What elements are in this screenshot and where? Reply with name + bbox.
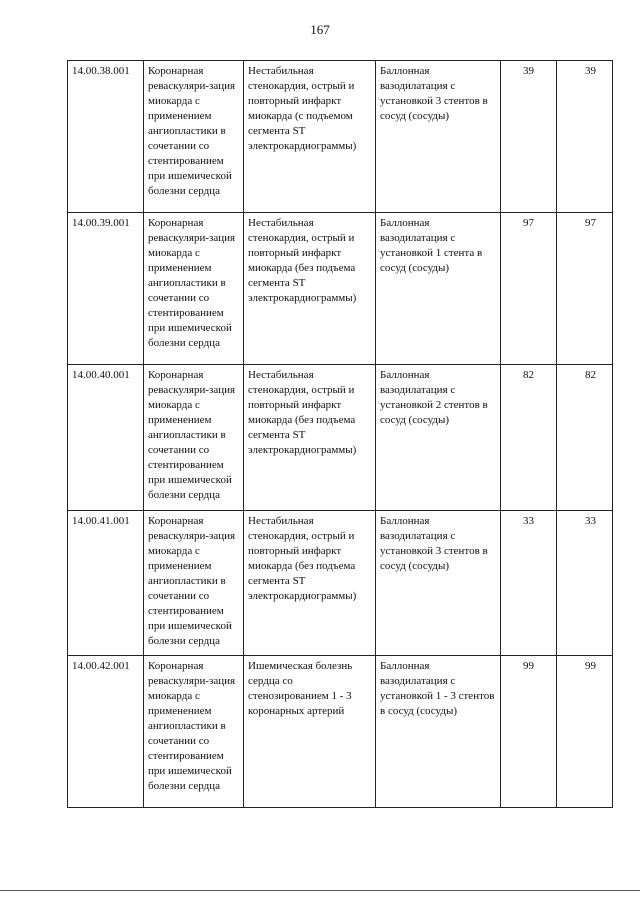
procedure-code: 14.00.39.001: [68, 213, 144, 365]
value-cell-1: 99: [501, 656, 557, 808]
treatment-method: Коронарная реваскуляри-зация миокарда с применением ангиопластики в сочетании со стентированием при ишемической болезни сердца: [144, 61, 244, 213]
treatment-method: Коронарная реваскуляри-зация миокарда с применением ангиопластики в сочетании со стентированием при ишемической болезни сердца: [144, 511, 244, 656]
value-cell-2: 99: [557, 656, 613, 808]
procedures-table: [67, 60, 613, 808]
diagnosis: Нестабильная стенокардия, острый и повторный инфаркт миокарда (без подъема сегмента ST электрокардиограммы): [244, 365, 376, 511]
value-cell-2: 39: [557, 61, 613, 213]
treatment-method: Коронарная реваскуляри-зация миокарда с применением ангиопластики в сочетании со стентированием при ишемической болезни сердца: [144, 213, 244, 365]
table-row: [68, 511, 613, 656]
table-row: [68, 213, 613, 365]
procedure-code: 14.00.40.001: [68, 365, 144, 511]
table-row: [68, 656, 613, 808]
footer-divider: [0, 890, 640, 891]
value-cell-1: 82: [501, 365, 557, 511]
table-row: [68, 61, 613, 213]
value-cell-1: 97: [501, 213, 557, 365]
procedure-description: Баллонная вазодилатация с установкой 1 стента в сосуд (сосуды): [376, 213, 501, 365]
treatment-method: Коронарная реваскуляри-зация миокарда с применением ангиопластики в сочетании со стентированием при ишемической болезни сердца: [144, 656, 244, 808]
value-cell-2: 33: [557, 511, 613, 656]
procedure-description: Баллонная вазодилатация с установкой 2 стентов в сосуд (сосуды): [376, 365, 501, 511]
diagnosis: Нестабильная стенокардия, острый и повторный инфаркт миокарда (без подъема сегмента ST электрокардиограммы): [244, 511, 376, 656]
diagnosis: Нестабильная стенокардия, острый и повторный инфаркт миокарда (с подъемом сегмента ST электрокардиограммы): [244, 61, 376, 213]
procedure-description: Баллонная вазодилатация с установкой 1 - 3 стентов в сосуд (сосуды): [376, 656, 501, 808]
procedure-description: Баллонная вазодилатация с установкой 3 стентов в сосуд (сосуды): [376, 511, 501, 656]
diagnosis: Нестабильная стенокардия, острый и повторный инфаркт миокарда (без подъема сегмента ST электрокардиограммы): [244, 213, 376, 365]
procedure-code: 14.00.41.001: [68, 511, 144, 656]
value-cell-1: 33: [501, 511, 557, 656]
value-cell-2: 97: [557, 213, 613, 365]
diagnosis: Ишемическая болезнь сердца со стенозированием 1 - 3 коронарных артерий: [244, 656, 376, 808]
procedure-code: 14.00.38.001: [68, 61, 144, 213]
page-number: 167: [310, 22, 330, 37]
procedure-description: Баллонная вазодилатация с установкой 3 стентов в сосуд (сосуды): [376, 61, 501, 213]
treatment-method: Коронарная реваскуляри-зация миокарда с применением ангиопластики в сочетании со стентированием при ишемической болезни сердца: [144, 365, 244, 511]
value-cell-2: 82: [557, 365, 613, 511]
table-row: [68, 365, 613, 511]
procedure-code: 14.00.42.001: [68, 656, 144, 808]
value-cell-1: 39: [501, 61, 557, 213]
